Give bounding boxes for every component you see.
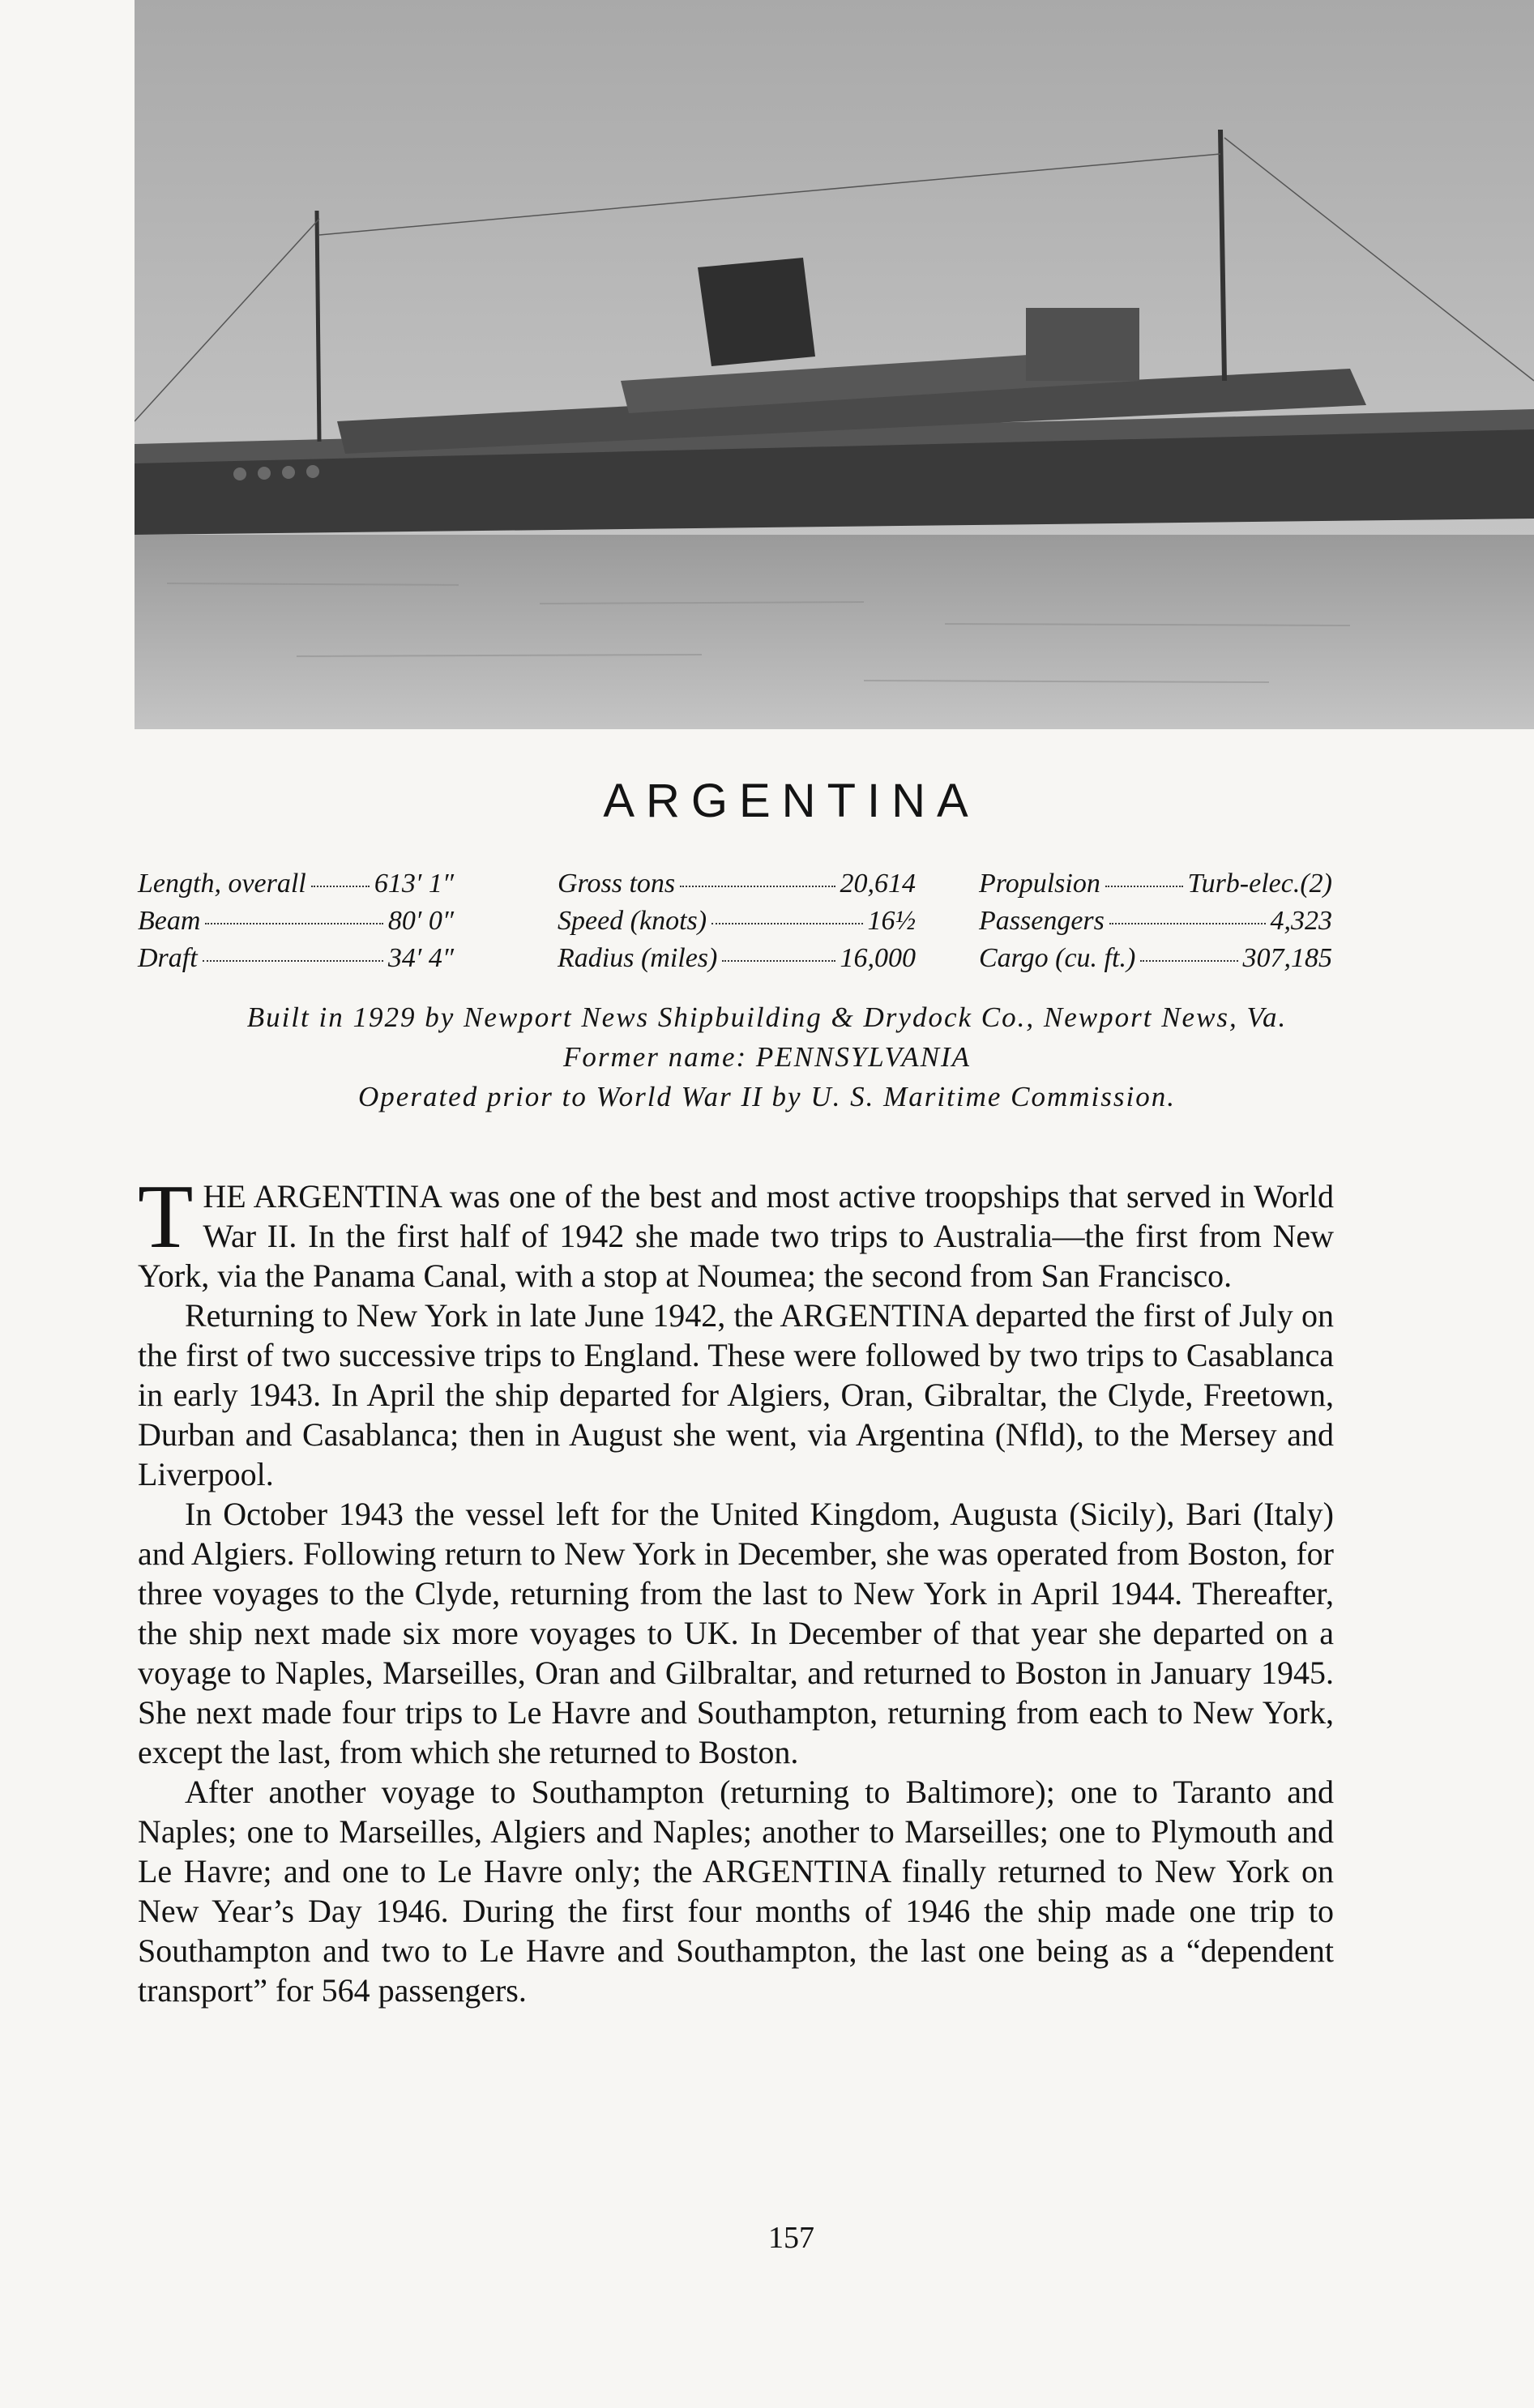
spec-length [138,865,454,903]
paragraph [138,1167,1334,1296]
operated-info: Operated prior to World War II by U. S. Maritime Commission. [358,1081,1176,1112]
spec-cargo [979,940,1332,977]
spec-speed [558,903,916,940]
spec-label: Beam [138,906,201,936]
spec-value: 307,185 [1242,943,1332,973]
drop-cap: T [138,1167,194,1267]
spec-label: Gross tons [558,869,676,899]
spec-label: Radius (miles) [558,943,718,973]
paragraph: In October 1943 the vessel left for the United Kingdom, Augusta (Sicily), Bari (Italy) and Algiers. Following return to New York in December, she was operated from Boston, for three voyages to the Clyde, returning from the last to New York in April 1944. Thereafter, the ship next made six more voyages to UK. In December of that year she departed on a voyage to Naples, Marseilles, Oran and Gilbraltar, and returned to Boston in January 1945. She next made four trips to Le Havre and Southampton, returning from each to New York, except the last, from which she returned to Boston. [138,1496,1334,1770]
spec-value: 34′ 4″ [387,943,454,973]
spec-propulsion [979,865,1332,903]
spec-label: Cargo (cu. ft.) [979,943,1136,973]
spec-label: Length, overall [138,869,306,899]
paragraph: Returning to New York in late June 1942, the ARGENTINA departed the first of July on the first of two successive trips to England. These were followed by two trips to Casablanca in early 1943. In April the ship departed for Algiers, Oran, Gibraltar, the Clyde, Freetown, Durban and Casablanca; then in August she went, via Argentina (Nfld), to the Mersey and Liverpool. [138,1297,1334,1492]
paragraph: After another voyage to Southampton (returning to Baltimore); one to Taranto and Naples; one to Marseilles, Algiers and Naples; another to Marseilles; one to Plymouth and Le Havre; and one to Le Havre only; the ARGENTINA finally returned to New York on New Year’s Day 1946. During the first four months of 1946 the ship made one trip to Southampton and two to Le Havre and Southampton, the last one being as a “dependent transport” for 564 passengers. [138,1774,1334,2009]
ship-image [135,0,1534,729]
spec-value: 20,614 [840,869,916,899]
former-name: Former name: PENNSYLVANIA [562,1041,972,1073]
spec-value: 16,000 [840,943,916,973]
spec-value: 16½ [867,906,916,936]
specs-column [558,865,916,977]
spec-beam [138,903,454,940]
body-text [138,1167,1334,2010]
spec-label: Propulsion [979,869,1100,899]
paragraph-text: HE ARGENTINA was one of the best and most active troopships that served in World War II. In the first half of 1942 she made two trips to Australia—the first from New York, via the Panama Canal, with a stop at Noumea; the second from San Francisco. [138,1178,1334,1294]
spec-passengers [979,903,1332,940]
ship-title: ARGENTINA [603,775,980,827]
spec-radius [558,940,916,977]
specs-column [138,865,454,977]
built-info: Built in 1929 by Newport News Shipbuilding & Drydock Co., Newport News, Va. [246,1001,1288,1033]
spec-gross-tons [558,865,916,903]
spec-value: 4,323 [1270,906,1332,936]
specs-column [979,865,1332,977]
ship-photo [135,0,1534,729]
spec-value: 613′ 1″ [374,869,454,899]
spec-label: Speed (knots) [558,906,707,936]
spec-label: Passengers [979,906,1105,936]
spec-value: Turb-elec.(2) [1187,869,1332,899]
spec-label: Draft [138,943,198,973]
page-number: 157 [768,2221,814,2255]
spec-draft [138,940,454,977]
spec-value: 80′ 0″ [387,906,454,936]
